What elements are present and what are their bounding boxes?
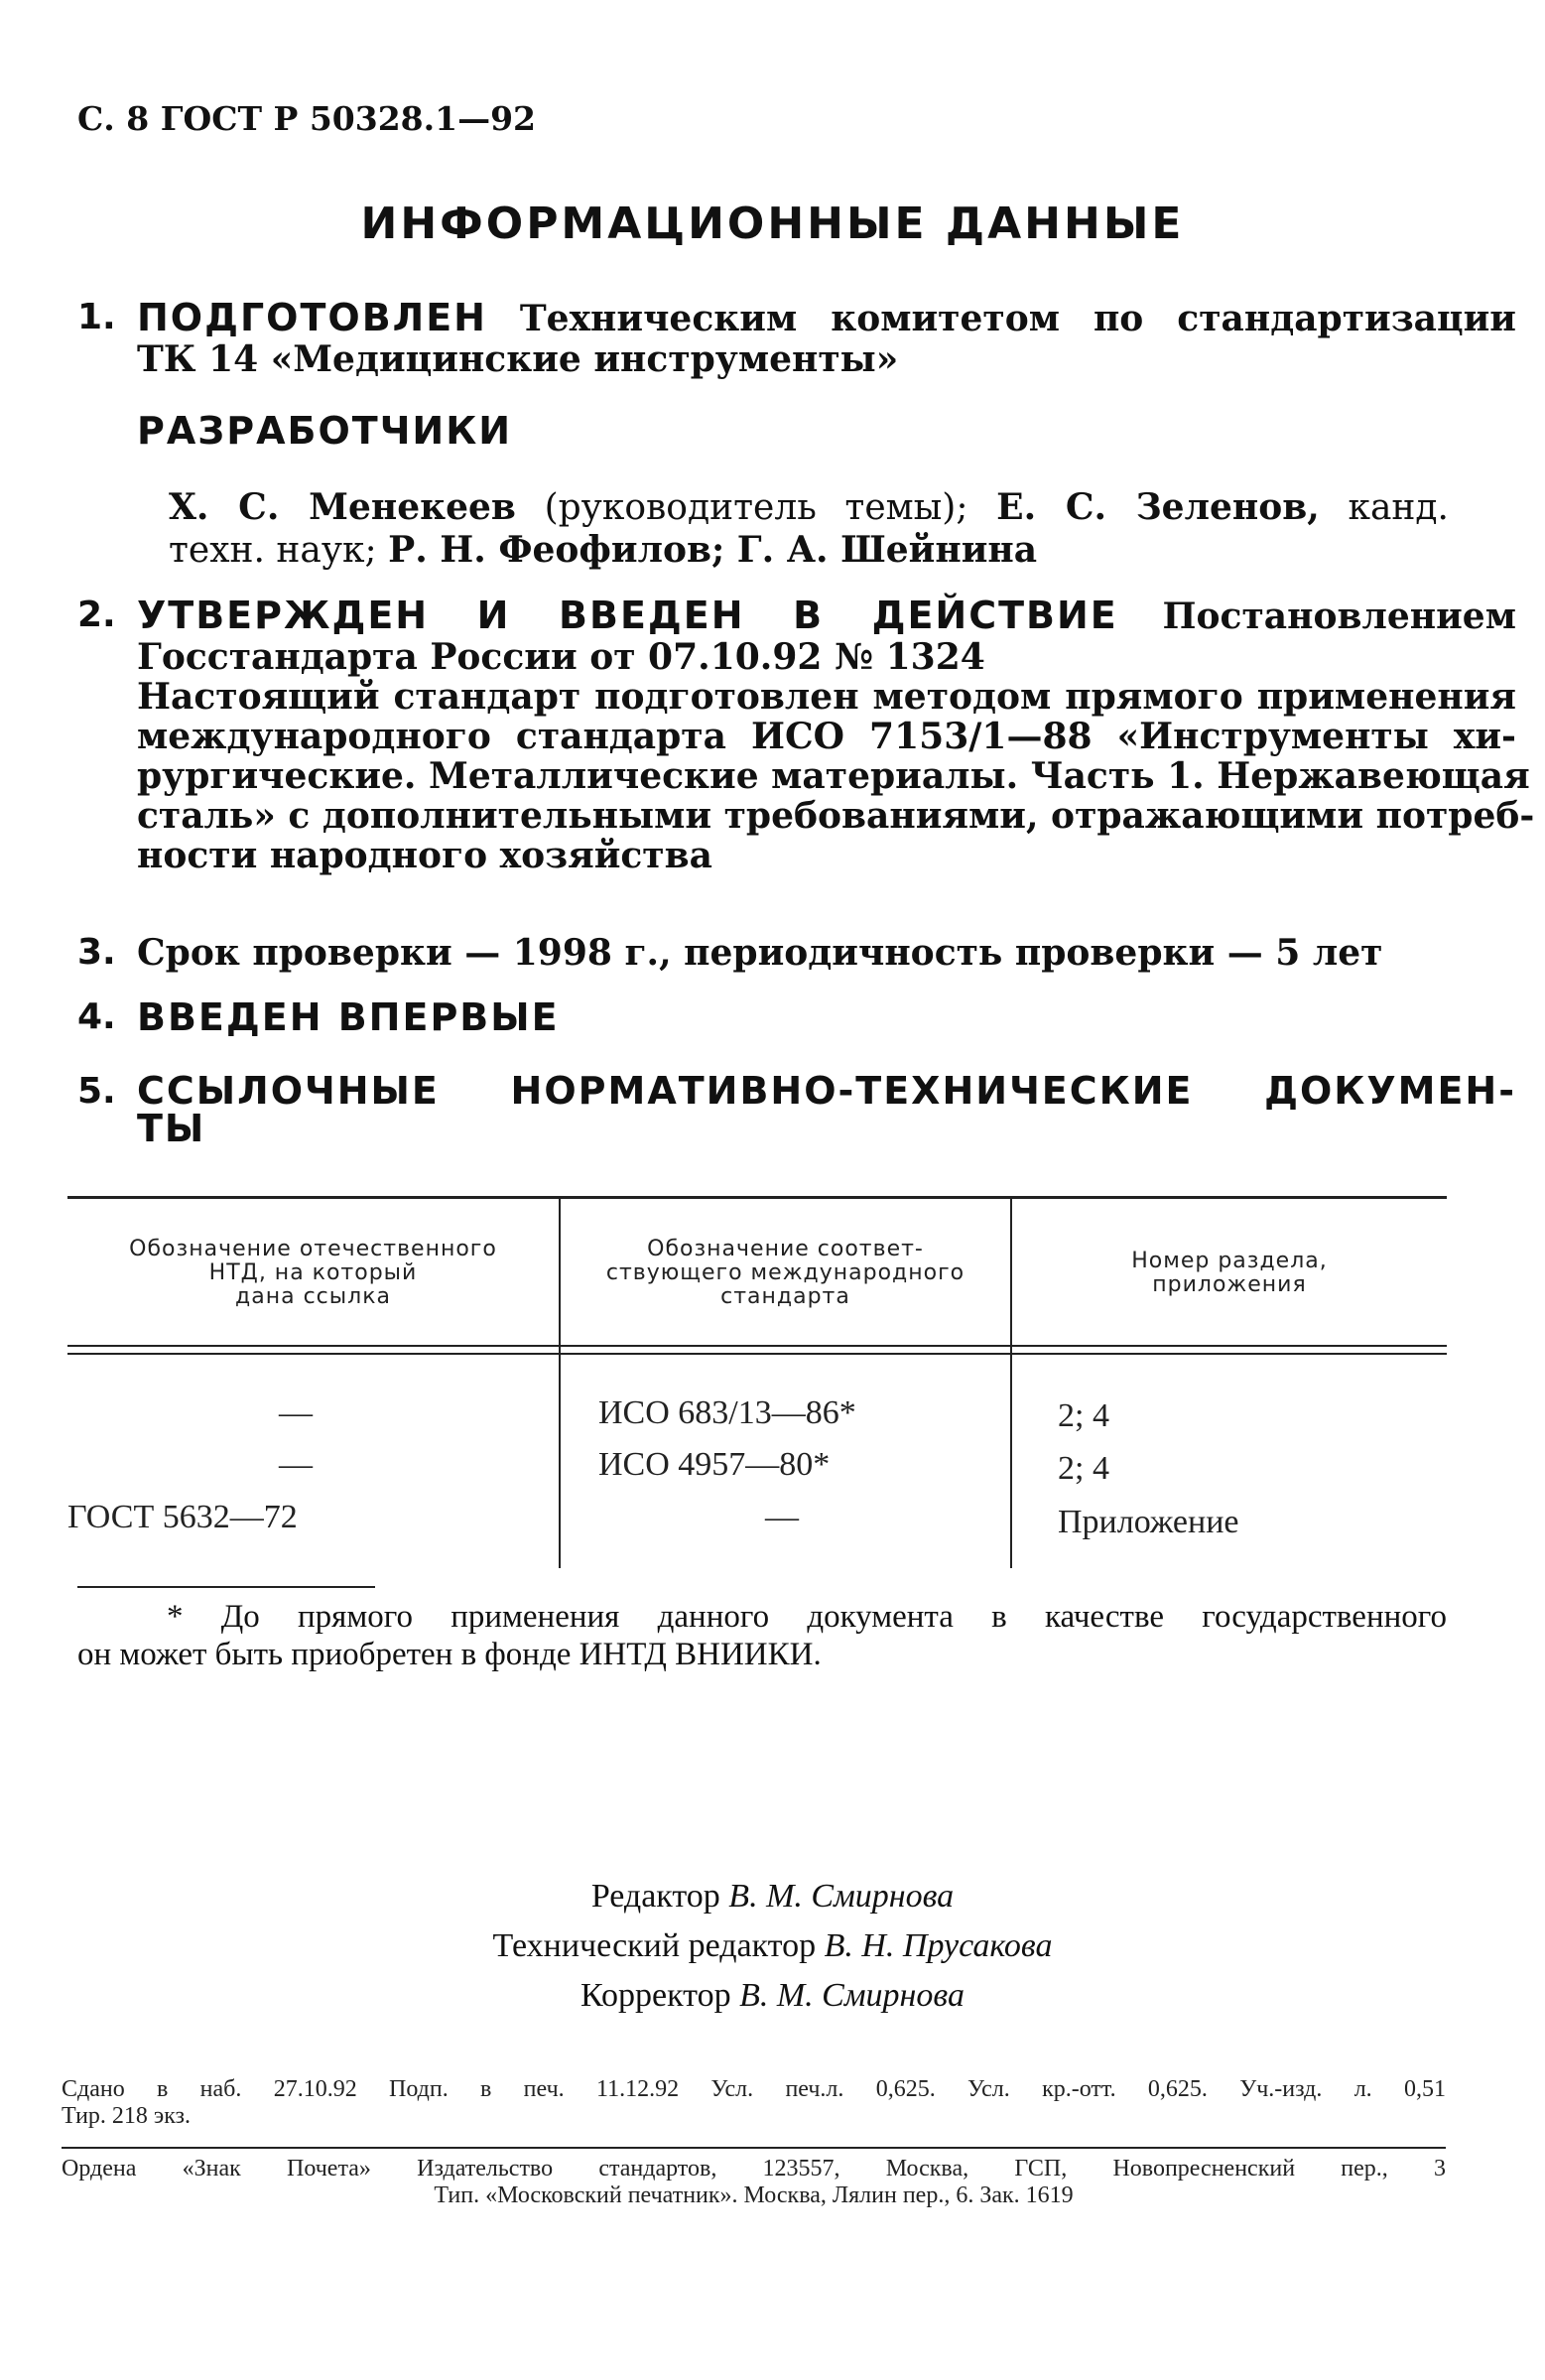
- item-3-text: Срок проверки — 1998 г., периодичность проверки — 5 лет: [137, 932, 1383, 974]
- item-3-number: 3.: [77, 932, 116, 973]
- table-header-rule-1: [67, 1345, 1447, 1347]
- item-1-text: Техническим комитетом по стандартизации: [519, 298, 1516, 339]
- developer-2-degree: канд.: [1348, 487, 1450, 528]
- corrector-label: Корректор: [580, 1977, 731, 2014]
- developer-2-degree-cont: техн. наук;: [169, 530, 377, 571]
- imprint-rule: [62, 2147, 1446, 2149]
- table-row-2-col3: 2; 4: [1058, 1450, 1109, 1487]
- imprint-publisher: [62, 2156, 1446, 2209]
- item-2-para-line-2: международного стандарта ИСО 7153/1—88 «Инструменты хи-: [137, 716, 1516, 757]
- imprint-line4: Тип. «Московский печатник». Москва, Лялин пер., 6. Зак. 1619: [434, 2182, 1074, 2208]
- table-row-3-col1: ГОСТ 5632—72: [67, 1499, 298, 1535]
- credits-tech-editor: [0, 1927, 1545, 1965]
- table-row-1-col2: ИСО 683/13—86*: [598, 1394, 856, 1431]
- item-5-line2: ТЫ: [137, 1107, 206, 1150]
- developers-3-4: Р. Н. Феофилов; Г. А. Шейнина: [388, 529, 1038, 571]
- table-row-3-col3: Приложение: [1058, 1504, 1239, 1540]
- item-4-number: 4.: [77, 996, 116, 1037]
- developer-1-role: (руководитель темы);: [544, 487, 968, 528]
- table-row-1-col1: —: [279, 1394, 313, 1431]
- table-header-rule-2: [67, 1353, 1447, 1355]
- corrector-name: В. М. Смирнова: [739, 1977, 965, 2014]
- item-1-head: ПОДГОТОВЛЕН: [137, 296, 487, 339]
- imprint-line1: Сдано в наб. 27.10.92 Подп. в печ. 11.12.92 Усл. печ.л. 0,625. Усл. кр.-отт. 0,625. Уч.-изд. л. 0,51: [62, 2076, 1446, 2102]
- tech-editor-label: Технический редактор: [492, 1927, 817, 1964]
- table-row-2-col2: ИСО 4957—80*: [598, 1446, 831, 1483]
- credits-corrector: [0, 1977, 1545, 2015]
- footnote-rule: [77, 1586, 375, 1588]
- table-row-1-col3: 2; 4: [1058, 1397, 1109, 1434]
- tech-editor-name: В. Н. Прусакова: [824, 1927, 1053, 1964]
- editor-label: Редактор: [590, 1878, 720, 1915]
- item-2-para-line-5: ности народного хозяйства: [137, 835, 712, 876]
- section-title: ИНФОРМАЦИОННЫЕ ДАННЫЕ: [360, 198, 1185, 249]
- developer-1: Х. С. Менекеев: [169, 486, 516, 528]
- credits-editor: [0, 1878, 1545, 1916]
- editor-name: В. М. Смирнова: [728, 1878, 955, 1915]
- item-2-decree: Госстандарта России от 07.10.92 № 1324: [137, 636, 985, 678]
- item-5-number: 5.: [77, 1071, 116, 1112]
- item-2-para-line-4: сталь» с дополнительными требованиями, отражающими потреб-: [137, 795, 1535, 837]
- footnote-line1: * До прямого применения данного документа в качестве государственного: [167, 1599, 1447, 1635]
- table-header-col2: Обозначение соответ- ствующего международного стандарта: [605, 1237, 966, 1309]
- imprint-line3: Ордена «Знак Почета» Издательство стандартов, 123557, Москва, ГСП, Новопресненский пер., 3: [62, 2156, 1446, 2182]
- developer-2: Е. С. Зеленов,: [996, 486, 1320, 528]
- imprint-line2: Тир. 218 экз.: [62, 2103, 192, 2129]
- table-header-col3: Номер раздела, приложения: [1131, 1249, 1328, 1297]
- item-1-line2: ТК 14 «Медицинские инструменты»: [137, 338, 899, 380]
- item-2-para-line-3: рургические. Металлические материалы. Часть 1. Нержавеющая: [137, 755, 1530, 797]
- imprint-block: [62, 2076, 1446, 2130]
- footnote-line2: он может быть приобретен в фонде ИНТД ВНИИКИ.: [77, 1637, 822, 1672]
- developers-list: [169, 486, 1449, 572]
- references-table: [67, 1196, 1447, 1568]
- item-4-text: ВВЕДЕН ВПЕРВЫЕ: [137, 995, 560, 1039]
- table-top-rule: [67, 1196, 1447, 1199]
- item-2-number: 2.: [77, 595, 116, 635]
- table-header-col1: Обозначение отечественного НТД, на который дана ссылка: [129, 1237, 497, 1309]
- item-2-head: УТВЕРЖДЕН И ВВЕДЕН В ДЕЙСТВИЕ: [137, 594, 1118, 637]
- item-5-line1: ССЫЛОЧНЫЕ НОРМАТИВНО-ТЕХНИЧЕСКИЕ ДОКУМЕН-: [137, 1069, 1516, 1113]
- item-2-head-rest: Постановлением: [1162, 595, 1516, 637]
- item-1-number: 1.: [77, 297, 116, 337]
- page-header: С. 8 ГОСТ Р 50328.1—92: [77, 99, 537, 138]
- table-row-3-col2: —: [765, 1499, 799, 1535]
- footnote: [77, 1598, 1447, 1673]
- table-row-2-col1: —: [279, 1446, 313, 1483]
- developers-heading: РАЗРАБОТЧИКИ: [137, 409, 513, 453]
- item-2-para-line-1: Настоящий стандарт подготовлен методом прямого применения: [137, 676, 1516, 718]
